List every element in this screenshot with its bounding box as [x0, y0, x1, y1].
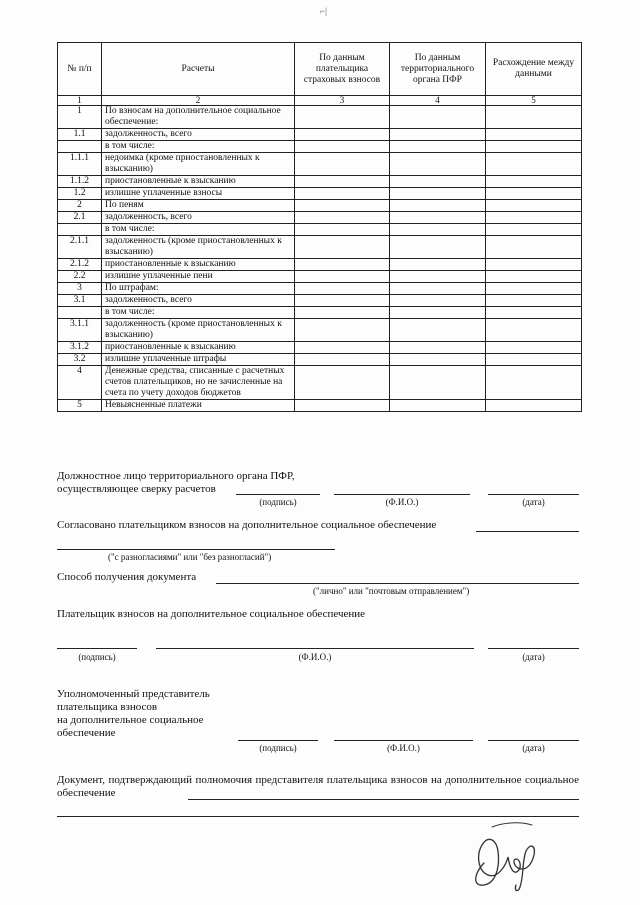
table-row [58, 342, 582, 354]
pfr-data-cell[interactable] [390, 188, 486, 200]
official-date-field[interactable] [488, 494, 579, 495]
header-pfr-data: По данным территориального органа ПФР [390, 43, 486, 96]
discrepancy-cell[interactable] [486, 188, 582, 200]
pfr-data-cell[interactable] [390, 224, 486, 236]
row-label: По пеням [102, 200, 295, 212]
pfr-data-cell[interactable] [390, 319, 486, 342]
table-row [58, 307, 582, 319]
row-label: задолженность, всего [102, 295, 295, 307]
rep-fio-field[interactable] [334, 740, 473, 741]
reconciliation-table [57, 42, 582, 412]
row-number: 1.1.2 [58, 176, 102, 188]
row-label: в том числе: [102, 224, 295, 236]
discrepancy-cell[interactable] [486, 307, 582, 319]
payer-data-cell[interactable] [295, 295, 390, 307]
row-label: излишне уплаченные пени [102, 271, 295, 283]
header-discrepancy: Расхождение между данными [486, 43, 582, 96]
discrepancy-cell[interactable] [486, 259, 582, 271]
table-row [58, 106, 582, 129]
row-label: задолженность, всего [102, 129, 295, 141]
row-number: 2.2 [58, 271, 102, 283]
official-signature-field[interactable] [236, 494, 320, 495]
row-label: Денежные средства, списанные с расчетных счетов плательщиков, но не зачисленные на счета по учету доходов бюджетов [102, 366, 295, 400]
column-number: 3 [295, 96, 390, 106]
row-number: 1 [58, 106, 102, 129]
row-label: в том числе: [102, 141, 295, 153]
agreed-field-continuation[interactable] [57, 549, 335, 550]
payer-signature-caption: (подпись) [78, 652, 116, 662]
table-row [58, 129, 582, 141]
payer-data-cell[interactable] [295, 224, 390, 236]
payer-date-field[interactable] [488, 648, 579, 649]
payer-data-cell[interactable] [295, 319, 390, 342]
official-label-line2: осуществляющее сверку расчетов [57, 483, 216, 495]
row-label: задолженность (кроме приостановленных к взысканию) [102, 319, 295, 342]
payer-data-cell[interactable] [295, 366, 390, 400]
table-row [58, 153, 582, 176]
discrepancy-cell[interactable] [486, 271, 582, 283]
pfr-data-cell[interactable] [390, 236, 486, 259]
row-label: недоимка (кроме приостановленных к взысканию) [102, 153, 295, 176]
header-number: № п/п [58, 43, 102, 96]
row-number: 1.1.1 [58, 153, 102, 176]
column-number: 1 [58, 96, 102, 106]
payer-data-cell[interactable] [295, 236, 390, 259]
discrepancy-cell[interactable] [486, 224, 582, 236]
row-number: 3 [58, 283, 102, 295]
row-number: 3.1.2 [58, 342, 102, 354]
row-label: По штрафам: [102, 283, 295, 295]
row-number: 2.1.1 [58, 236, 102, 259]
column-number-row [58, 96, 582, 106]
discrepancy-cell[interactable] [486, 106, 582, 129]
payer-data-cell[interactable] [295, 307, 390, 319]
discrepancy-cell[interactable] [486, 319, 582, 342]
table-row [58, 141, 582, 153]
rep-fio-caption: (Ф.И.О.) [387, 743, 420, 753]
row-label: По взносам на дополнительное социальное обеспечение: [102, 106, 295, 129]
method-caption: ("лично" или "почтовым отправлением") [313, 586, 470, 596]
pfr-data-cell[interactable] [390, 129, 486, 141]
pfr-data-cell[interactable] [390, 259, 486, 271]
column-number: 4 [390, 96, 486, 106]
payer-data-cell[interactable] [295, 259, 390, 271]
pfr-data-cell[interactable] [390, 342, 486, 354]
discrepancy-cell[interactable] [486, 153, 582, 176]
column-number: 2 [102, 96, 295, 106]
row-number [58, 224, 102, 236]
payer-data-cell[interactable] [295, 153, 390, 176]
table-row [58, 271, 582, 283]
payer-data-cell[interactable] [295, 141, 390, 153]
table-row [58, 283, 582, 295]
payer-data-cell[interactable] [295, 129, 390, 141]
payer-data-cell[interactable] [295, 342, 390, 354]
pfr-data-cell[interactable] [390, 153, 486, 176]
rep-signature-caption: (подпись) [259, 743, 297, 753]
table-row [58, 319, 582, 342]
pfr-data-cell[interactable] [390, 212, 486, 224]
discrepancy-cell[interactable] [486, 200, 582, 212]
row-number: 3.2 [58, 354, 102, 366]
discrepancy-cell[interactable] [486, 354, 582, 366]
rep-date-field[interactable] [488, 740, 579, 741]
pfr-data-cell[interactable] [390, 141, 486, 153]
payer-data-cell[interactable] [295, 212, 390, 224]
discrepancy-cell[interactable] [486, 295, 582, 307]
discrepancy-cell[interactable] [486, 141, 582, 153]
row-number: 1.1 [58, 129, 102, 141]
pfr-data-cell[interactable] [390, 307, 486, 319]
row-label: Невыясненные платежи [102, 400, 295, 412]
discrepancy-cell[interactable] [486, 283, 582, 295]
row-label: в том числе: [102, 307, 295, 319]
row-label: излишне уплаченные взносы [102, 188, 295, 200]
payer-data-cell[interactable] [295, 176, 390, 188]
official-fio-caption: (Ф.И.О.) [385, 497, 419, 507]
method-field[interactable] [216, 583, 579, 584]
row-number: 2.1 [58, 212, 102, 224]
row-number [58, 141, 102, 153]
rep-label-line4: обеспечение [57, 727, 116, 739]
payer-date-caption: (дата) [522, 652, 545, 662]
table-row [58, 224, 582, 236]
row-label: задолженность (кроме приостановленных к взысканию) [102, 236, 295, 259]
table-row [58, 295, 582, 307]
table-header-row [58, 43, 582, 96]
header-calculations: Расчеты [102, 43, 295, 96]
row-number: 2 [58, 200, 102, 212]
row-label: излишне уплаченные штрафы [102, 354, 295, 366]
payer-data-cell[interactable] [295, 400, 390, 412]
payer-data-cell[interactable] [295, 283, 390, 295]
payer-data-cell[interactable] [295, 271, 390, 283]
row-label: приостановленные к взысканию [102, 176, 295, 188]
payer-fio-field[interactable] [156, 648, 474, 649]
official-label-line1: Должностное лицо территориального органа ПФР, [57, 470, 295, 482]
rep-date-caption: (дата) [522, 743, 545, 753]
table-row [58, 400, 582, 412]
discrepancy-cell[interactable] [486, 366, 582, 400]
agreed-field[interactable] [476, 531, 579, 532]
row-label: приостановленные к взысканию [102, 342, 295, 354]
official-signature-caption: (подпись) [259, 497, 297, 507]
discrepancy-cell[interactable] [486, 400, 582, 412]
page-top-mark: ⌐| [320, 6, 327, 16]
rep-label-line2: плательщика взносов [57, 701, 158, 713]
pfr-data-cell[interactable] [390, 271, 486, 283]
payer-label: Плательщик взносов на дополнительное социальное обеспечение [57, 608, 366, 620]
table-row [58, 354, 582, 366]
row-label: приостановленные к взысканию [102, 259, 295, 271]
pfr-data-cell[interactable] [390, 400, 486, 412]
discrepancy-cell[interactable] [486, 212, 582, 224]
official-date-caption: (дата) [522, 497, 545, 507]
pfr-data-cell[interactable] [390, 366, 486, 400]
discrepancy-cell[interactable] [486, 129, 582, 141]
pfr-data-cell[interactable] [390, 295, 486, 307]
table-row [58, 200, 582, 212]
row-number: 4 [58, 366, 102, 400]
pfr-data-cell[interactable] [390, 354, 486, 366]
table-row [58, 366, 582, 400]
pfr-data-cell[interactable] [390, 200, 486, 212]
header-payer-data: По данным плательщика страховых взносов [295, 43, 390, 96]
rep-signature-field[interactable] [238, 740, 318, 741]
table-row [58, 188, 582, 200]
official-fio-field[interactable] [334, 494, 470, 495]
table-body [58, 96, 582, 412]
column-number: 5 [486, 96, 582, 106]
table-row [58, 176, 582, 188]
agreed-label: Согласовано плательщиком взносов на дополнительное социальное обеспечение [57, 519, 437, 531]
row-number [58, 307, 102, 319]
pfr-data-cell[interactable] [390, 176, 486, 188]
pfr-data-cell[interactable] [390, 106, 486, 129]
row-number: 5 [58, 400, 102, 412]
doc-label: Документ, подтверждающий полномочия представителя плательщика взносов на дополнительное социальное обеспечение [57, 774, 579, 799]
row-number: 3.1 [58, 295, 102, 307]
row-label: задолженность, всего [102, 212, 295, 224]
method-label: Способ получения документа [57, 571, 197, 583]
payer-signature-field[interactable] [57, 648, 137, 649]
rep-label-line3: на дополнительное социальное [57, 714, 204, 726]
payer-data-cell[interactable] [295, 200, 390, 212]
row-number: 1.2 [58, 188, 102, 200]
rep-label-line1: Уполномоченный представитель [57, 688, 210, 700]
agreed-caption: ("с разногласиями" или "без разногласий") [108, 552, 272, 562]
table-row [58, 212, 582, 224]
row-number: 3.1.1 [58, 319, 102, 342]
row-number: 2.1.2 [58, 259, 102, 271]
payer-data-cell[interactable] [295, 106, 390, 129]
handwritten-signature [462, 815, 552, 895]
doc-field[interactable] [188, 799, 579, 800]
discrepancy-cell[interactable] [486, 342, 582, 354]
payer-data-cell[interactable] [295, 188, 390, 200]
pfr-data-cell[interactable] [390, 283, 486, 295]
discrepancy-cell[interactable] [486, 236, 582, 259]
payer-data-cell[interactable] [295, 354, 390, 366]
payer-fio-caption: (Ф.И.О.) [298, 652, 332, 662]
discrepancy-cell[interactable] [486, 176, 582, 188]
table-row [58, 259, 582, 271]
table-row [58, 236, 582, 259]
